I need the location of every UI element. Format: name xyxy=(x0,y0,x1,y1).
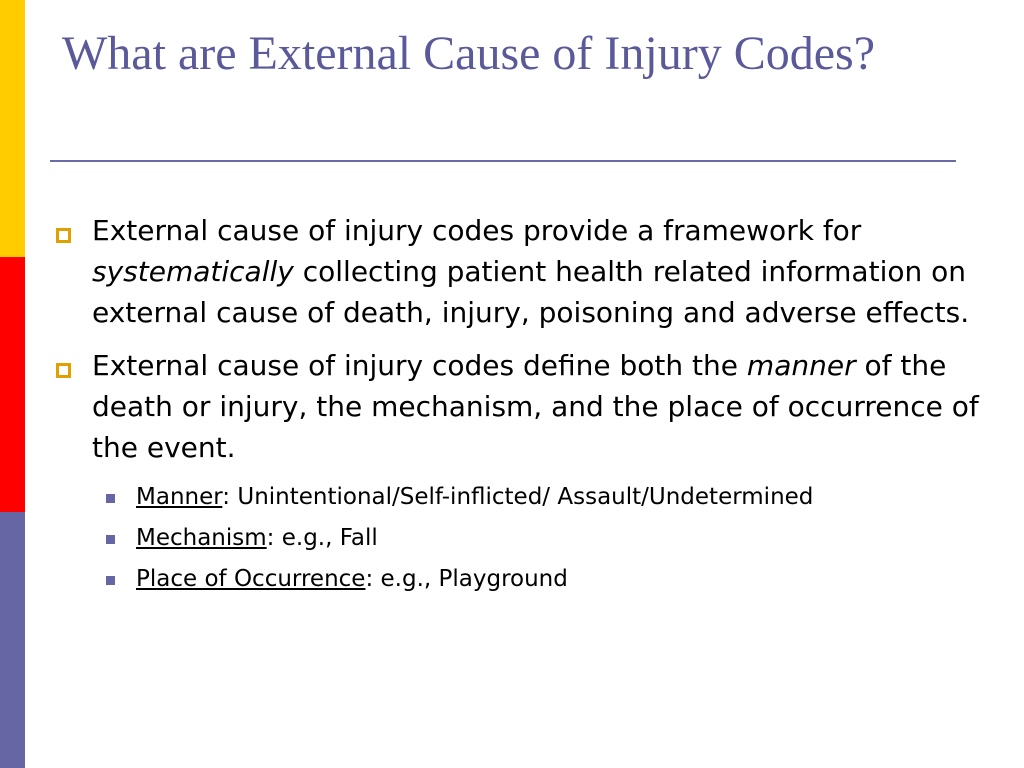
filled-square-bullet-icon xyxy=(106,576,115,585)
bullet-text-part: of the death or injury, the mechanism, and the place of occurrence of the event. xyxy=(92,349,979,464)
filled-square-bullet-icon xyxy=(106,494,115,503)
slide-body xyxy=(56,210,1006,598)
sub-bullet-manner xyxy=(92,478,1006,516)
bullet-item-define xyxy=(56,345,1006,598)
sub-bullet-term: Manner xyxy=(136,484,223,510)
filled-square-bullet-icon xyxy=(106,535,115,544)
sub-bullet-place xyxy=(92,560,1006,598)
bullet-text-part: collecting patient health related information on external cause of death, injury, poisoning and adverse effects. xyxy=(92,255,970,329)
bullet-text-part: External cause of injury codes provide a framework for xyxy=(92,214,862,247)
hollow-square-bullet-icon xyxy=(56,363,71,378)
sub-bullet-list xyxy=(92,478,1006,598)
sub-bullet-term: Place of Occurrence xyxy=(136,566,366,592)
title-divider xyxy=(50,160,956,162)
sub-bullet-text: : e.g., Fall xyxy=(266,525,378,551)
sub-bullet-text: : Unintentional/Self-inflicted/ Assault/Undetermined xyxy=(222,484,814,510)
bullet-text-part: External cause of injury codes define both the xyxy=(92,349,747,382)
accent-bar-red xyxy=(0,257,25,512)
sub-bullet-term: Mechanism xyxy=(136,525,267,551)
slide-title: What are External Cause of Injury Codes? xyxy=(62,27,876,80)
accent-bar-yellow xyxy=(0,0,25,257)
sub-bullet-text: : e.g., Playground xyxy=(365,566,568,592)
accent-bar-blue xyxy=(0,512,25,768)
bullet-item-framework xyxy=(56,210,1006,333)
bullet-emphasis: manner xyxy=(746,349,856,382)
sub-bullet-mechanism xyxy=(92,519,1006,557)
hollow-square-bullet-icon xyxy=(56,228,71,243)
bullet-emphasis: systematically xyxy=(92,255,294,288)
